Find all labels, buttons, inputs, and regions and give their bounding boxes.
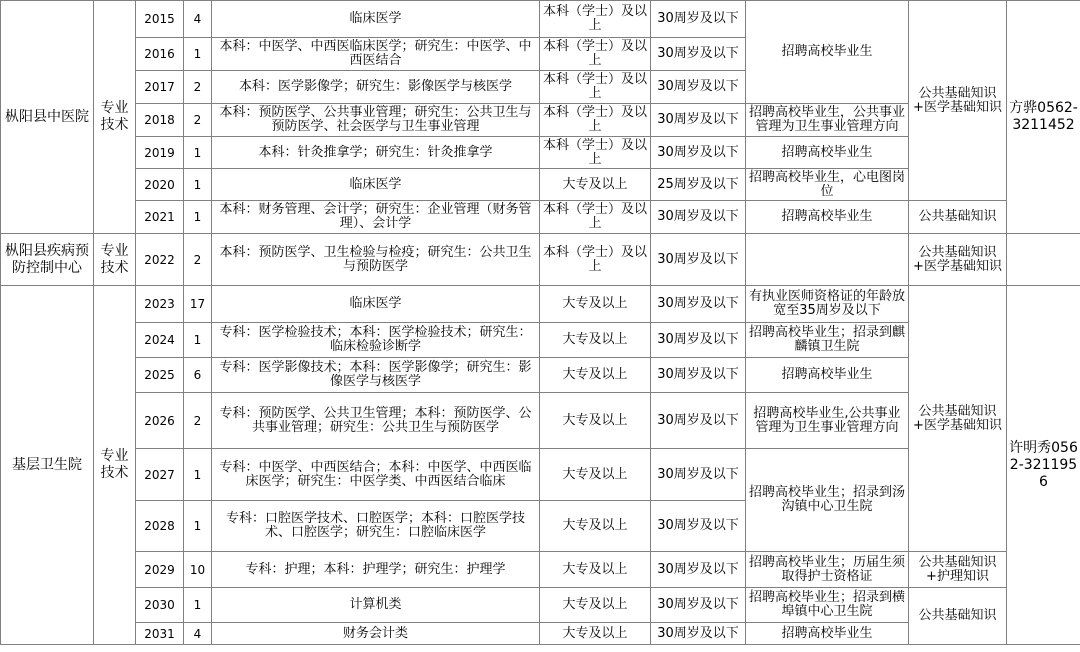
category-cell: 专业技术 — [94, 286, 136, 645]
org-cell: 枞阳县中医院 — [1, 1, 94, 234]
education-cell: 大专及以上 — [540, 623, 651, 645]
education-cell: 本科（学士）及以上 — [540, 234, 651, 286]
count-cell: 1 — [184, 38, 212, 71]
education-cell: 本科（学士）及以上 — [540, 201, 651, 234]
table-row — [1, 234, 1080, 286]
age-cell: 30周岁及以下 — [651, 588, 746, 623]
major-cell: 专科：医学影像技术；本科：医学影像学；研究生：影像医学与核医学 — [212, 358, 540, 393]
major-cell: 专科：预防医学、公共卫生管理；本科：预防医学、公共事业管理；研究生：公共卫生与预防医学 — [212, 393, 540, 449]
code-cell: 2024 — [136, 323, 184, 358]
major-cell: 本科：财务管理、会计学；研究生：企业管理（财务管理）、会计学 — [212, 201, 540, 234]
major-cell: 临床医学 — [212, 1, 540, 38]
org-cell: 枞阳县疾病预防控制中心 — [1, 234, 94, 286]
note-cell: 招聘高校毕业生；招录到汤沟镇中心卫生院 — [746, 449, 909, 552]
contact-cell: 许明秀0562-3211956 — [1007, 286, 1080, 645]
note-cell — [746, 234, 909, 286]
count-cell: 2 — [184, 234, 212, 286]
major-cell: 临床医学 — [212, 286, 540, 323]
contact-cell: 方骅0562-3211452 — [1007, 1, 1080, 234]
exam-cell: 公共基础知识 — [909, 588, 1007, 645]
count-cell: 2 — [184, 71, 212, 104]
exam-cell: 公共基础知识+医学基础知识 — [909, 234, 1007, 286]
age-cell: 30周岁及以下 — [651, 552, 746, 588]
code-cell: 2022 — [136, 234, 184, 286]
code-cell: 2017 — [136, 71, 184, 104]
major-cell: 计算机类 — [212, 588, 540, 623]
code-cell: 2026 — [136, 393, 184, 449]
education-cell: 大专及以上 — [540, 588, 651, 623]
education-cell: 本科（学士）及以上 — [540, 104, 651, 137]
note-cell: 招聘高校毕业生；历届生须取得护士资格证 — [746, 552, 909, 588]
count-cell: 4 — [184, 623, 212, 645]
education-cell: 大专及以上 — [540, 501, 651, 552]
major-cell: 本科：针灸推拿学；研究生：针灸推拿学 — [212, 137, 540, 169]
code-cell: 2020 — [136, 169, 184, 201]
note-cell: 招聘高校毕业生；招录到麒麟镇卫生院 — [746, 323, 909, 358]
count-cell: 1 — [184, 588, 212, 623]
code-cell: 2021 — [136, 201, 184, 234]
major-cell: 本科：医学影像学；研究生：影像医学与核医学 — [212, 71, 540, 104]
age-cell: 30周岁及以下 — [651, 1, 746, 38]
code-cell: 2019 — [136, 137, 184, 169]
age-cell: 30周岁及以下 — [651, 623, 746, 645]
education-cell: 本科（学士）及以上 — [540, 38, 651, 71]
education-cell: 大专及以上 — [540, 552, 651, 588]
note-cell: 招聘高校毕业生 — [746, 623, 909, 645]
count-cell: 1 — [184, 137, 212, 169]
education-cell: 大专及以上 — [540, 449, 651, 501]
exam-cell: 公共基础知识+医学基础知识 — [909, 286, 1007, 552]
exam-cell: 公共基础知识 — [909, 201, 1007, 234]
major-cell: 专科：中医学、中西医结合；本科：中医学、中西医临床医学；研究生：中医学类、中西医结合临床 — [212, 449, 540, 501]
count-cell: 2 — [184, 393, 212, 449]
education-cell: 大专及以上 — [540, 358, 651, 393]
age-cell: 30周岁及以下 — [651, 201, 746, 234]
code-cell: 2028 — [136, 501, 184, 552]
category-cell: 专业技术 — [94, 234, 136, 286]
note-cell: 有执业医师资格证的年龄放宽至35周岁及以下 — [746, 286, 909, 323]
age-cell: 30周岁及以下 — [651, 104, 746, 137]
education-cell: 大专及以上 — [540, 286, 651, 323]
age-cell: 30周岁及以下 — [651, 71, 746, 104]
note-cell: 招聘高校毕业生 — [746, 201, 909, 234]
major-cell: 专科：口腔医学技术、口腔医学；本科：口腔医学技术、口腔医学；研究生：口腔临床医学 — [212, 501, 540, 552]
age-cell: 30周岁及以下 — [651, 449, 746, 501]
table-row — [1, 1, 1080, 38]
code-cell: 2030 — [136, 588, 184, 623]
age-cell: 30周岁及以下 — [651, 137, 746, 169]
age-cell: 30周岁及以下 — [651, 286, 746, 323]
count-cell: 1 — [184, 323, 212, 358]
code-cell: 2025 — [136, 358, 184, 393]
contact-cell — [1007, 234, 1080, 286]
count-cell: 10 — [184, 552, 212, 588]
note-cell: 招聘高校毕业生 — [746, 1, 909, 104]
age-cell: 30周岁及以下 — [651, 358, 746, 393]
age-cell: 25周岁及以下 — [651, 169, 746, 201]
count-cell: 1 — [184, 449, 212, 501]
age-cell: 30周岁及以下 — [651, 38, 746, 71]
age-cell: 30周岁及以下 — [651, 501, 746, 552]
age-cell: 30周岁及以下 — [651, 234, 746, 286]
count-cell: 1 — [184, 501, 212, 552]
education-cell: 大专及以上 — [540, 323, 651, 358]
major-cell: 专科：医学检验技术；本科：医学检验技术；研究生：临床检验诊断学 — [212, 323, 540, 358]
exam-cell: 公共基础知识+护理知识 — [909, 552, 1007, 588]
code-cell: 2031 — [136, 623, 184, 645]
note-cell: 招聘高校毕业生；招录到横埠镇中心卫生院 — [746, 588, 909, 623]
note-cell: 招聘高校毕业生 — [746, 358, 909, 393]
code-cell: 2015 — [136, 1, 184, 38]
count-cell: 1 — [184, 201, 212, 234]
table-row — [1, 588, 1080, 623]
age-cell: 30周岁及以下 — [651, 393, 746, 449]
org-cell: 基层卫生院 — [1, 286, 94, 645]
count-cell: 1 — [184, 169, 212, 201]
note-cell: 招聘高校毕业生 — [746, 137, 909, 169]
table-row — [1, 201, 1080, 234]
major-cell: 临床医学 — [212, 169, 540, 201]
code-cell: 2018 — [136, 104, 184, 137]
code-cell: 2023 — [136, 286, 184, 323]
education-cell: 大专及以上 — [540, 393, 651, 449]
major-cell: 本科：预防医学、公共事业管理；研究生：公共卫生与预防医学、社会医学与卫生事业管理 — [212, 104, 540, 137]
education-cell: 本科（学士）及以上 — [540, 1, 651, 38]
education-cell: 本科（学士）及以上 — [540, 137, 651, 169]
education-cell: 大专及以上 — [540, 169, 651, 201]
code-cell: 2016 — [136, 38, 184, 71]
major-cell: 财务会计类 — [212, 623, 540, 645]
major-cell: 本科：中医学、中西医临床医学；研究生：中医学、中西医结合 — [212, 38, 540, 71]
table-row — [1, 552, 1080, 588]
major-cell: 专科：护理；本科：护理学；研究生：护理学 — [212, 552, 540, 588]
code-cell: 2029 — [136, 552, 184, 588]
exam-cell: 公共基础知识+医学基础知识 — [909, 1, 1007, 201]
count-cell: 2 — [184, 104, 212, 137]
note-cell: 招聘高校毕业生，心电图岗位 — [746, 169, 909, 201]
code-cell: 2027 — [136, 449, 184, 501]
count-cell: 6 — [184, 358, 212, 393]
age-cell: 30周岁及以下 — [651, 323, 746, 358]
table-row — [1, 286, 1080, 323]
count-cell: 4 — [184, 1, 212, 38]
count-cell: 17 — [184, 286, 212, 323]
note-cell: 招聘高校毕业生,公共事业管理为卫生事业管理方向 — [746, 393, 909, 449]
education-cell: 本科（学士）及以上 — [540, 71, 651, 104]
note-cell: 招聘高校毕业生，公共事业管理为卫生事业管理方向 — [746, 104, 909, 137]
category-cell: 专业技术 — [94, 1, 136, 234]
major-cell: 本科：预防医学、卫生检验与检疫；研究生：公共卫生与预防医学 — [212, 234, 540, 286]
